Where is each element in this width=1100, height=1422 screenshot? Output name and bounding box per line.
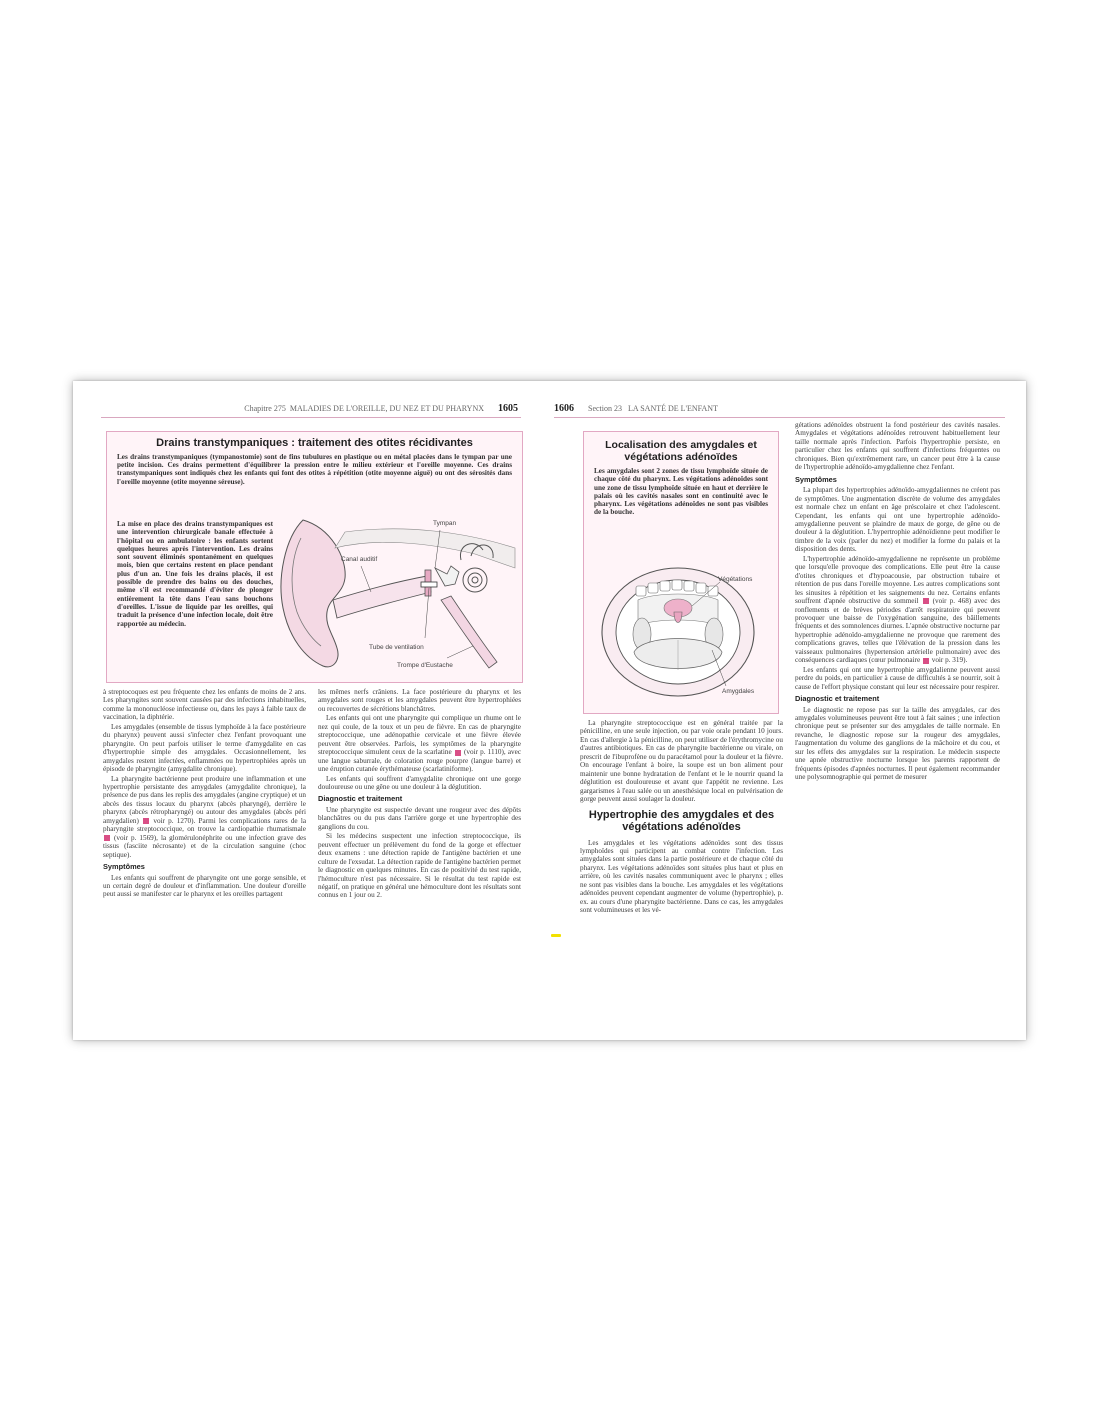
- section-title: Hypertrophie des amygdales et des végétations adénoïdes: [588, 808, 775, 833]
- page-number: 1606: [554, 403, 574, 414]
- cross-reference-icon: [104, 835, 110, 841]
- paragraph: [795, 555, 1000, 665]
- paragraph: gétations adénoïdes obstruent la fond postérieur des cavités nasales. Amygdales et végétations adénoïdes retrouvent habituellement leur taille normale après l'infection. Parfois l'hypertrophie persiste, en particulier chez les enfants qui souffrent d'infections fréquentes ou chroniques. Bien qu'extrêmement rare, un cancer peut être à la cause de l'hypertrophie adénoïdo-amygdalienne chez l'enfant.: [795, 421, 1000, 472]
- paragraph: Les amygdales (ensemble de tissus lymphoïde à la face postérieure du pharynx) peuvent aussi s'infecter chez l'enfant provoquant une pharyngite. On peut parfois utiliser le terme d'amygdalite en cas d'hypertrophie simple des amygdales. Occasionnellement, les amygdales restent infectées, enflammées ou hypertrophiées après un épisode de pharyngite (amygdalite chronique).: [103, 722, 306, 774]
- heading-symptomes: Symptômes: [103, 862, 145, 872]
- paragraph: Le diagnostic ne repose pas sur la taille des amygdales, car des amygdales volumineuses peuvent être tout à fait saines ; une infection chronique peut se présenter sur des amygdales de taille normale. En revanche, le diagnostic repose sur la rougeur des amygdales, l'augmentation du volume des ganglions de la mâchoire et du cou, et sur les effets des amygdales sur la respiration. Le médecin suspecte une apnée obstructive nocturne lorsque les parents rapportent de fréquents épisodes d'apnées nocturnes. Il peut également recommander une polysomnographie qui permet de mesurer: [795, 705, 1000, 782]
- text-run: Les enfants qui ont une pharyngite qui complique un rhume ont le nez qui coule, de la toux et un peu de fièvre. En cas de pharyngite streptococcique, une adénopathie cervicale et une fièvre élevée peuvent être observées. Parfois, les symptômes de la pharyngite streptococcique simulent ceux de la scarlatine: [318, 714, 521, 757]
- text-run: (voir p. 1569), la glomérulonéphrite ou une infection grave des tissus (fasciite nécrosante) et de la circulation sanguine (choc septique).: [103, 833, 306, 859]
- header-chapter: Chapitre 275: [244, 404, 286, 413]
- cochlea: [463, 568, 487, 592]
- left-page-header: [213, 403, 518, 417]
- heading-symptomes: Symptômes: [795, 474, 837, 484]
- paragraph: les mêmes nerfs crâniens. La face postérieure du pharynx et les amygdales sont rouges et les amygdales peuvent être hypertrophiées ou recouvertes de sécrétions blanchâtres.: [318, 688, 521, 713]
- ossicles: [435, 566, 459, 586]
- left-col-2: [318, 688, 521, 1038]
- heading-diagnostic: Diagnostic et traitement: [318, 794, 403, 804]
- box-title: Drains transtympaniques : traitement des otites récidivantes: [156, 437, 473, 449]
- uvula: [674, 612, 682, 623]
- label-vegetations: Végétations: [718, 576, 753, 583]
- text-run: voir p. 319).: [931, 656, 968, 665]
- box-intro: Les drains transtympaniques (tympanostomie) sont de fins tubulures en plastique ou en métal placées dans le tympan par une petite incision. Ces drains permettent d'équilibrer la pression entre le milieu extérieur et l'oreille moyenne. Ces drains transtympaniques sont indiqués chez les enfants qui font des otites à répétition (otite moyenne aiguë) ou ont des sérosités dans l'oreille moyenne (otite moyenne séreuse).: [117, 453, 512, 486]
- eustachian-tube: [441, 596, 497, 668]
- heading-diagnostic: Diagnostic et traitement: [795, 694, 880, 704]
- text-run: La pharyngite bactérienne peut produire une inflammation et une hypertrophie persistante des amygdales (amygdalite chronique), la présence de pus dans les replis des amygdales (angine cryptique) et un abcès des tissus locaux du pharynx (abcès pharyngé), derrière le pharynx (abcès rétropharyngé) ou autour des amygdales (abcès péri amygdalien): [103, 774, 306, 825]
- paragraph: Les enfants qui ont une hypertrophie amygdalienne peuvent aussi perdre du poids, en particulier à cause de difficultés à se nourrir, soit à cause de l'effort physique constant qui leur est nécessaire pour respirer.: [795, 665, 1000, 691]
- outer-ear: [281, 520, 345, 667]
- paragraph: La pharyngite streptococcique est en général traitée par la pénicilline, en une seule injection, ou par voie orale pendant 10 jours. En cas d'allergie à la pénicilline, on peut utiliser de l'érythromycine ou d'autres antibiotiques. En cas de pharyngite bactérienne ou virale, on prescrit de l'ibuprofène ou du paracétamol pour la douleur et la fièvre. On encourage l'enfant à boire, la soupe est un bon aliment pour maintenir une bonne hydratation de l'enfant et le le nourrir quand la déglutition est douloureuse et avant que l'appétit ne revienne. Les gargarismes à l'eau salée ou un anesthésique local en pulvérisation de gorge peuvent aussi soulager la douleur.: [580, 719, 783, 804]
- text-run: (voir p. 1110), avec une langue saburrale, de coloration rouge pourpre (langue barre) et une éruption cutanée érythémateuse (scarlatiniforme).: [318, 748, 522, 774]
- header-rule: [554, 417, 1005, 418]
- right-page: [550, 381, 1026, 1040]
- paragraph: Les amygdales et les végétations adénoïdes sont des tissus lymphoïdes qui participent au combat contre l'infection. Les amygdales sont situées dans la partie postérieure et de chaque côté du pharynx. Les végétations adénoïdes sont situées plus haut et plus en arrière, où les cavités nasales communiquent avec le pharynx ; elles ne sont pas visibles dans la bouche. Les amygdales et les végétations adénoïdes peuvent cependant augmenter de volume (hypertrophie), p. ex. au cours d'une pharyngite bactérienne. Dans ce cas, les amygdales sont volumineuses et les vé-: [580, 838, 783, 915]
- right-col-2: [795, 421, 1000, 1037]
- book-spread: [73, 381, 1026, 1040]
- cross-reference-icon: [923, 658, 929, 664]
- paragraph: Si les médecins suspectent une infection streptococcique, ils peuvent effectuer un prélèvement du fond de la gorge et effectuer deux examens : une détection rapide de l'antigène bactérien et une culture de l'exsudat. La détection rapide de l'antigène bactérien permet le diagnostic en quelques minutes. En cas de positivité du test rapide, l'hémoculture n'est pas nécessaire. Si le résultat du test rapide est négatif, on pratique en général une hémoculture dont les résultats sont connus en 1 jour ou 2.: [318, 832, 521, 900]
- label-tube-ventilation: Tube de ventilation: [369, 644, 424, 651]
- label-trompe-eustache: Trompe d'Eustache: [397, 662, 453, 669]
- label-tympan: Tympan: [433, 520, 457, 527]
- cross-reference-icon: [143, 818, 149, 824]
- tonsils-box: [583, 431, 779, 714]
- label-amygdales: Amygdales: [722, 688, 755, 695]
- paragraph: [103, 775, 306, 860]
- text-run: voir p. 1270). Parmi les complications rares de la pharyngite streptococcique, on trouve la cardiopathie rhumatismale: [103, 816, 307, 834]
- right-col-1: [580, 719, 783, 1037]
- box-title: Localisation des amygdales et végétations adénoïdes: [605, 439, 757, 463]
- box-text: Les amygdales sont 2 zones de tissu lymphoïde située de chaque côté du pharynx. Les végétations adénoïdes sont une zone de tissu lymphoïde située en haut et derrière le palais où les cavités nasales sont en continuité avec le pharynx. Les végétations adénoïdes ne sont pas visibles de la bouche.: [594, 467, 768, 517]
- header-rule: [101, 417, 521, 418]
- left-col-1: [103, 688, 306, 1038]
- ear-canal: [333, 576, 431, 618]
- paragraph: La plupart des hypertrophies adénoïdo-amygdaliennes ne créent pas de symptômes. Une augmentation discrète de volume des amygdales est normale chez un enfant en âge préscolaire et chez l'adolescent. Cependant, les enfants qui ont une hypertrophie adénoïdo-amygdalienne peuvent se plaindre de maux de gorge, de gêne ou de douleur à la déglutition. L'hypertrophie adénoïdienne peut modifier le timbre de la voix (parler du nez) et modifier la forme du palais et la disposition des dents.: [795, 486, 1000, 554]
- header-section: Section 23: [588, 404, 622, 413]
- cross-reference-icon: [455, 750, 461, 756]
- box-text: La mise en place des drains transtympaniques est une intervention chirurgicale banale effectuée à l'hôpital ou en ambulatoire : les enfants sortent quelques heures après l'intervention. Les drains sont souvent éliminés spontanément en quelques mois, bien que certains restent en place pendant plus d'un an. Une fois les drains placés, il est possible de prendre des bains ou des douches, même s'il est recommandé d'éviter de plonger entièrement la tête dans l'eau sans bouchons d'oreilles. L'issue de liquide par les oreilles, qui traduit la présence d'une infection locale, doit être rapportée au médecin.: [117, 520, 273, 628]
- ear-tubes-box: [106, 431, 523, 683]
- page-number: 1605: [498, 403, 518, 414]
- label-canal-auditif: Canal auditif: [341, 556, 378, 563]
- text-run: L'hypertrophie adénoïdo-amygdalienne ne représente un problème que lorsqu'elle provoque des complications. Elle peut être la cause d'otites chroniques et d'hypoacousie, par obstruction tubaire et rétention de pus dans l'oreille moyenne. Les autres complications sont les sinusites à répétition et les saignements du nez. Certains enfants souffrent d'apnée obstructive du sommeil: [795, 554, 1000, 606]
- paragraph: [318, 714, 521, 773]
- ear-diagram: [275, 508, 521, 680]
- cross-reference-icon: [923, 598, 929, 604]
- left-page: [73, 381, 549, 1040]
- paragraph: Les enfants qui souffrent de pharyngite ont une gorge sensible, et un certain degré de douleur et d'inflammation. Une douleur d'oreille peut aussi se manifester car le pharynx et les oreilles partagent: [103, 873, 306, 899]
- text-run: (voir p. 468) avec des ronflements et de brèves périodes d'arrêt respiratoire qui peuvent provoquer une baisse de l'oxygénation sanguine, des bâillements fréquents et des somnolences diurnes. L'apnée obstructive nocturne par hypertrophie adénoïdo-amygdalienne ne provoque que rarement des complications graves, telles que l'élévation de la pression dans les vaisseaux pulmonaires (hypertension artérielle pulmonaire) avec des conséquences cardiaques (cœur pulmonaire: [795, 597, 1001, 665]
- right-page-header: [554, 403, 754, 417]
- ventilation-tube: [421, 582, 437, 587]
- paragraph: à streptocoques est peu fréquente chez les enfants de moins de 2 ans. Les pharyngites sont souvent causées par des infections inhabituelles, comme la mononucléose infectieuse ou, dans les pays à faible taux de vaccination, la diphtérie.: [103, 688, 306, 722]
- header-title: MALADIES DE L'OREILLE, DU NEZ ET DU PHARYNX: [289, 404, 484, 413]
- header-title: LA SANTÉ DE L'ENFANT: [628, 404, 718, 413]
- paragraph: Les enfants qui souffrent d'amygdalite chronique ont une gorge douloureuse ou une gêne ou une douleur à la déglutition.: [318, 774, 521, 791]
- paragraph: Une pharyngite est suspectée devant une rougeur avec des dépôts blanchâtres ou du pus dans l'arrière gorge et une hypertrophie des ganglions du cou.: [318, 805, 521, 831]
